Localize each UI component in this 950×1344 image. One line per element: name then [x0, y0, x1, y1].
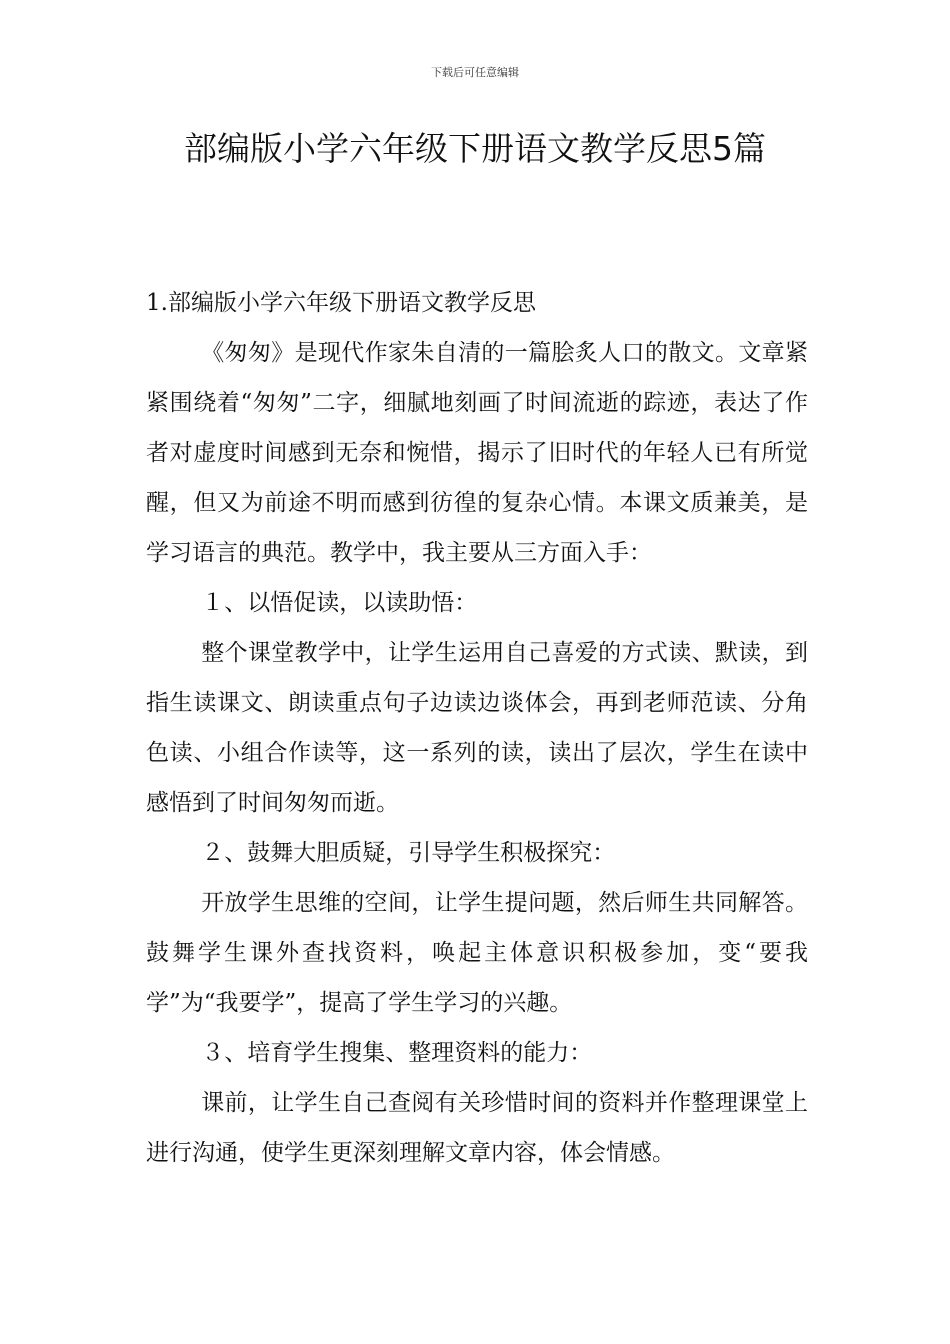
header-note: 下载后可任意编辑 [431, 66, 519, 79]
section-heading: 1.部编版小学六年级下册语文教学反思 [146, 290, 536, 316]
point-paragraph-2: 开放学生思维的空间，让学生提问题，然后师生共同解答。鼓舞学生课外查找资料，唤起主体意识积极参加，变“要我学”为“我要学”，提高了学生学习的兴趣。 [146, 890, 808, 1016]
point-heading-3: ３、培育学生搜集、整理资料的能力： [201, 1040, 593, 1066]
point-paragraph-1: 整个课堂教学中，让学生运用自己喜爱的方式读、默读，到指生读课文、朗读重点句子边读边谈体会，再到老师范读、分角色读、小组合作读等，这一系列的读，读出了层次，学生在读中感悟到了时间匆匆而逝。 [146, 640, 808, 816]
intro-paragraph: 《匆匆》是现代作家朱自清的一篇脍炙人口的散文。文章紧紧围绕着“匆匆”二字，细腻地刻画了时间流逝的踪迹，表达了作者对虚度时间感到无奈和惋惜，揭示了旧时代的年轻人已有所觉醒，但又为前途不明而感到彷徨的复杂心情。本课文质兼美，是学习语言的典范。教学中，我主要从三方面入手： [146, 340, 808, 566]
document-title: 部编版小学六年级下册语文教学反思5篇 [184, 129, 766, 168]
document-body [146, 278, 808, 1178]
point-heading-1: １、以悟促读，以读助悟： [201, 590, 478, 616]
point-paragraph-3: 课前，让学生自己查阅有关珍惜时间的资料并作整理课堂上进行沟通，使学生更深刻理解文章内容，体会情感。 [146, 1090, 808, 1166]
point-heading-2: ２、鼓舞大胆质疑，引导学生积极探究： [201, 840, 616, 866]
